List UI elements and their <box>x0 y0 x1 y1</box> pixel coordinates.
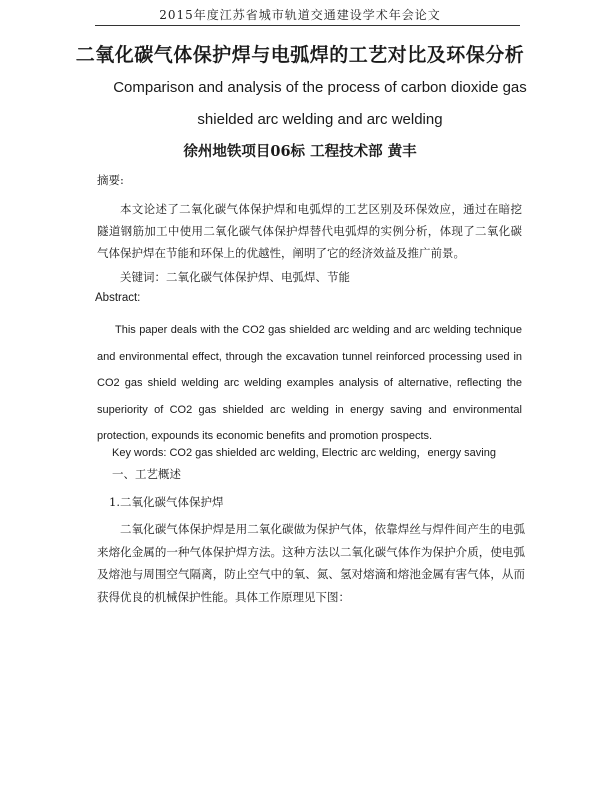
title-chinese: 二氧化碳气体保护焊与电弧焊的工艺对比及环保分析 <box>75 44 525 66</box>
section-1-heading: 一、工艺概述 <box>112 467 181 481</box>
abstract-zh-text: 本文论述了二氧化碳气体保护焊和电弧焊的工艺区别及环保效应，通过在暗挖隧道钢筋加工中使用二氧化碳气体保护焊替代电弧焊的实例分析，体现了二氧化碳气体保护焊在节能和环保上的优越性，阐明了它的经济效益及推广前景。 <box>97 202 522 260</box>
author-line: 徐州地铁项目06标 工程技术部 黄丰 <box>183 143 417 160</box>
running-header: 2015年度江苏省城市轨道交通建设学术年会论文 <box>159 8 441 22</box>
abstract-zh-label: 摘要: <box>97 173 124 187</box>
abstract-en-text: This paper deals with the CO2 gas shielded arc welding and arc welding technique and environmental effect, through the excavation tunnel reinforced processing used in CO2 gas shield welding arc welding examples analysis of alternative, reflecting the superiority of CO2 gas shielded arc welding in energy saving and environmental protection, expounds its economic benefits and promotion prospects. <box>97 324 522 442</box>
keywords-zh: 关键词：二氧化碳气体保护焊、电弧焊、节能 <box>120 270 350 284</box>
abstract-en-label: Abstract: <box>95 292 141 304</box>
title-english: Comparison and analysis of the process of carbon dioxide gas shielded arc welding and arc welding <box>113 79 527 128</box>
header-rule <box>95 25 520 26</box>
keywords-en: Key words: CO2 gas shielded arc welding, Electric arc welding，energy saving <box>112 447 496 459</box>
section-1-1-paragraph: 二氧化碳气体保护焊是用二氧化碳做为保护气体，依靠焊丝与焊件间产生的电弧来熔化金属的一种气体保护焊方法。这种方法以二氧化碳气体作为保护介质，使电弧及熔池与周围空气隔离，防止空气中的氧、氮、氢对熔滴和熔池金属有害气体，从而获得优良的机械保护性能。具体工作原理见下图： <box>97 522 525 604</box>
section-1-1-heading: 1.二氧化碳气体保护焊 <box>109 495 224 509</box>
